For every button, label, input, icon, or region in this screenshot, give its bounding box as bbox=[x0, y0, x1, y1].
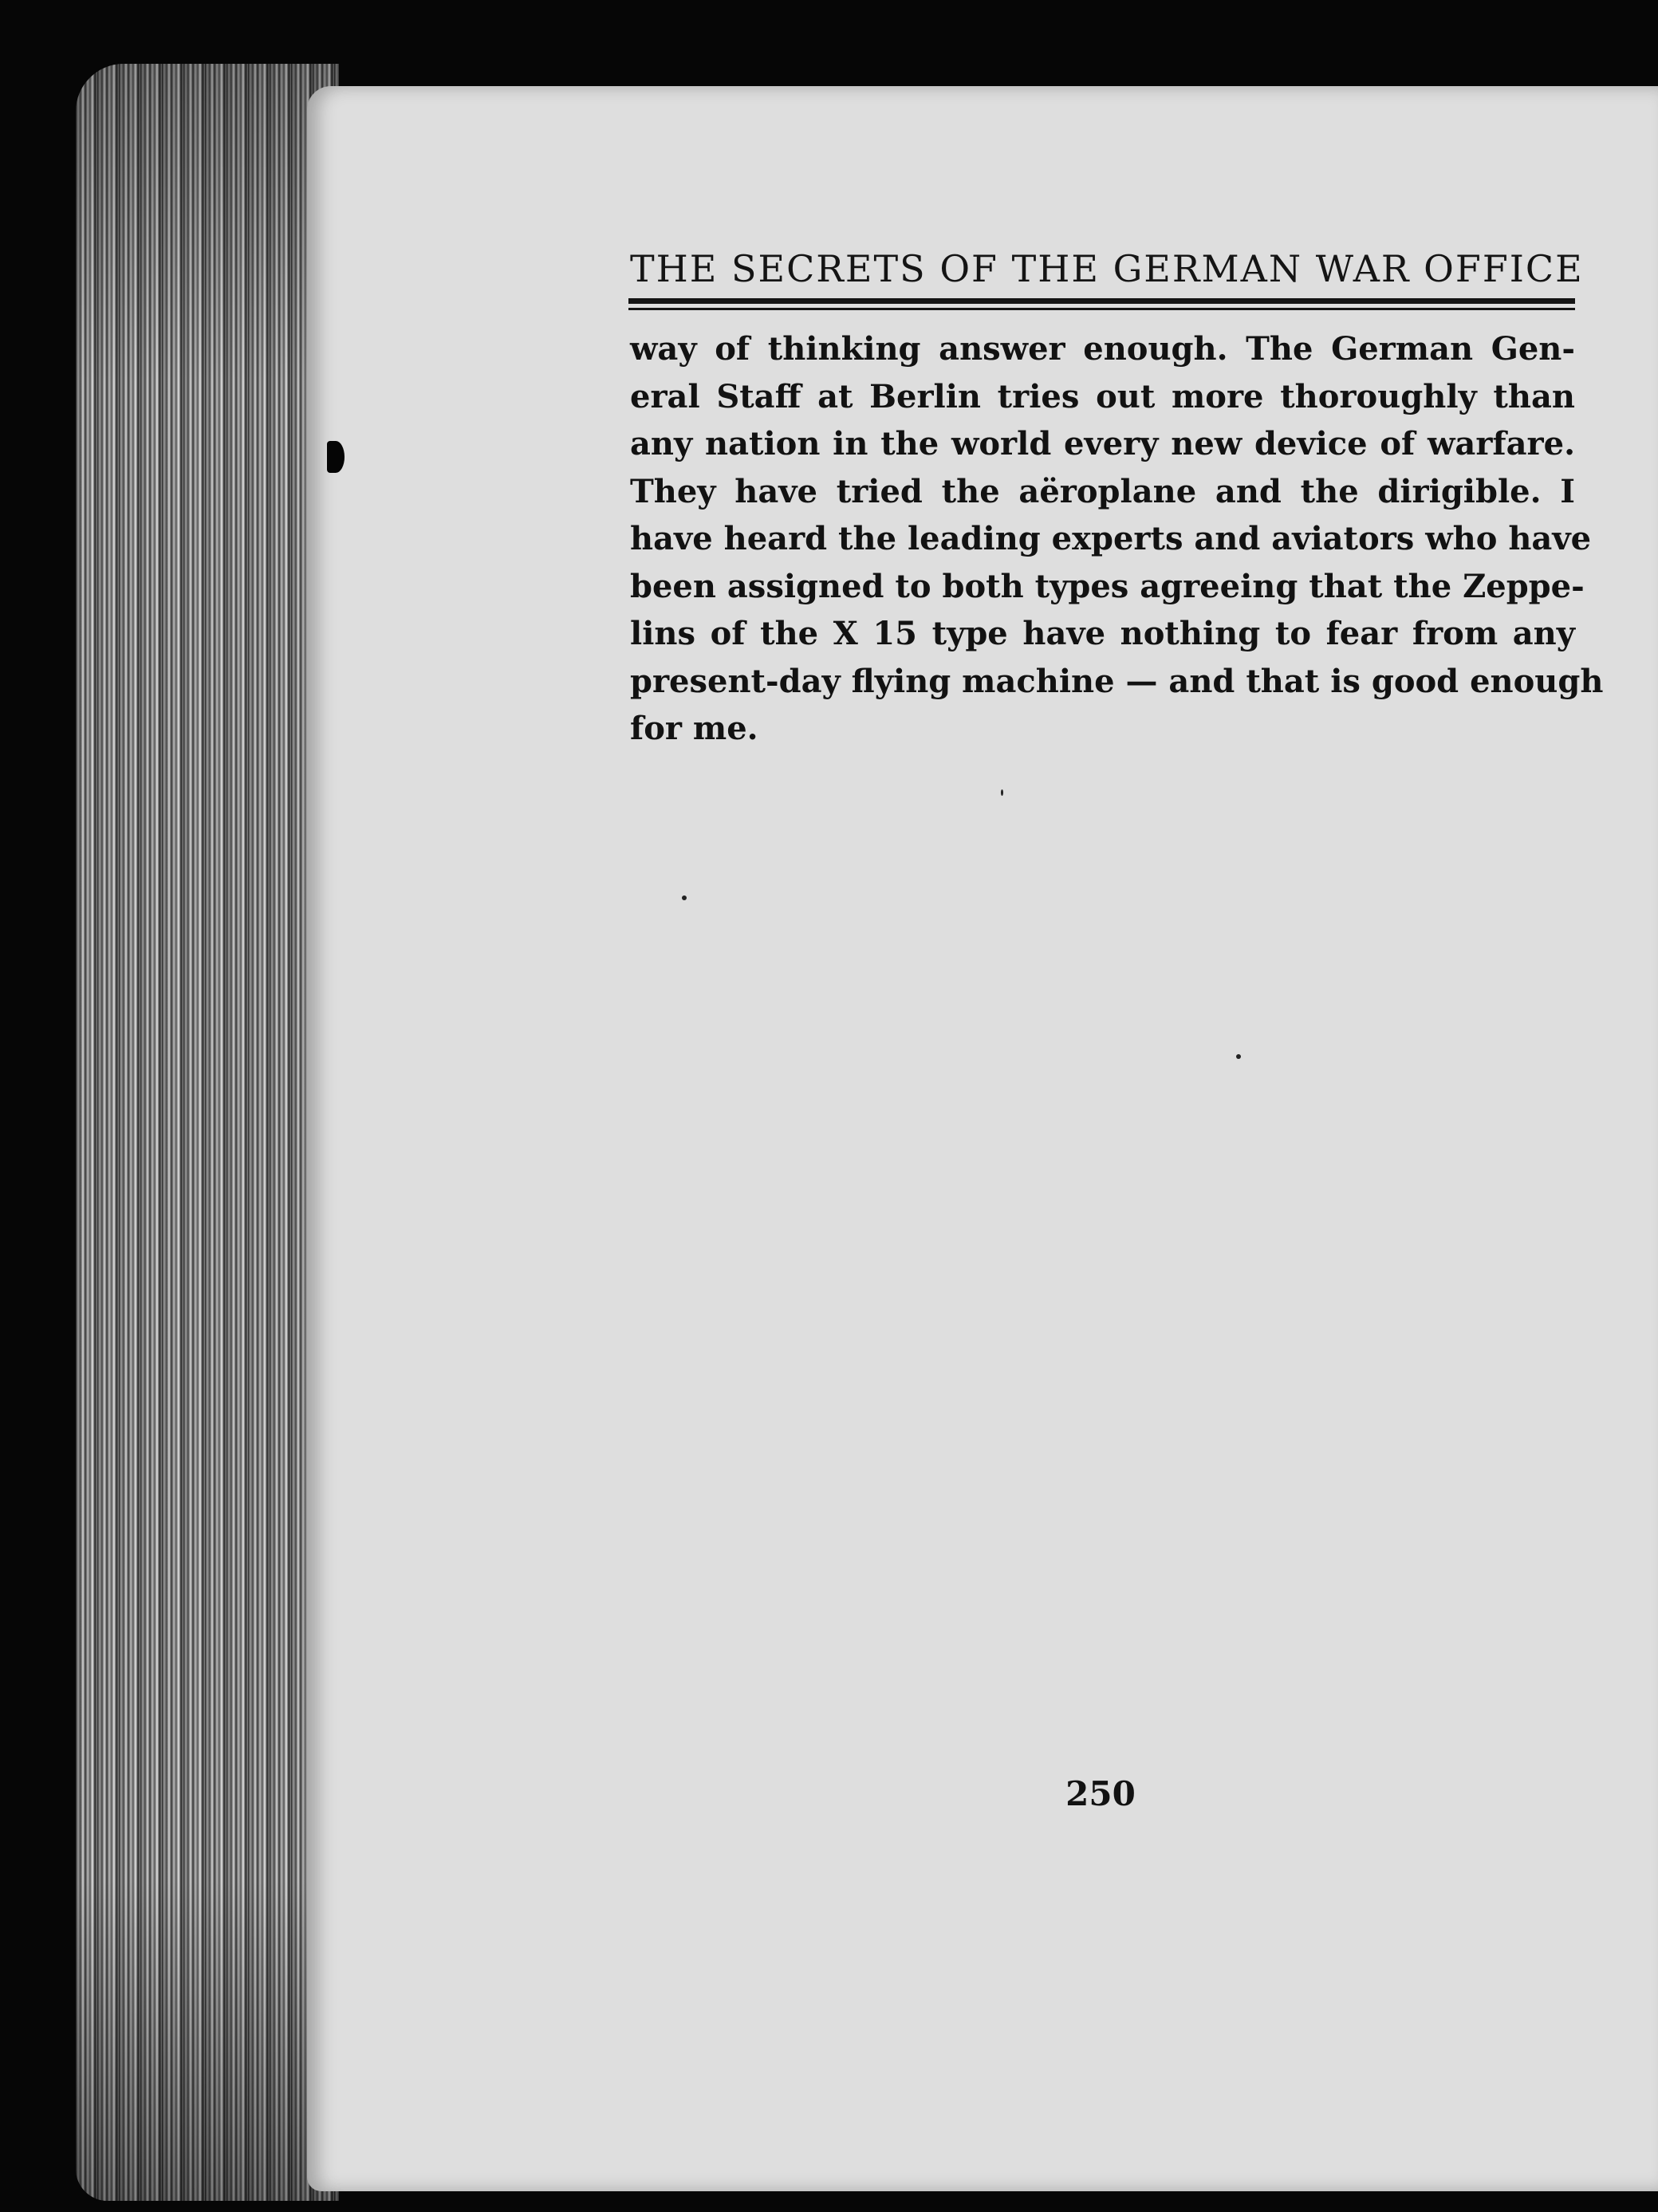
dust-speck bbox=[1001, 789, 1003, 796]
body-paragraph bbox=[630, 325, 1604, 753]
book-fore-edge bbox=[76, 64, 339, 2201]
header-rule bbox=[628, 298, 1575, 304]
text-line: for me. bbox=[630, 710, 758, 747]
binding-hole bbox=[327, 441, 345, 473]
text-line: present-day flying machine — and that is good enough bbox=[630, 662, 1604, 700]
page-number: 250 bbox=[1065, 1774, 1136, 1813]
text-line: been assigned to both types agreeing that the Zeppe- bbox=[630, 567, 1585, 605]
header-rule-thin bbox=[628, 308, 1575, 310]
dust-speck bbox=[1236, 1054, 1241, 1059]
text-line: eral Staff at Berlin tries out more thoroughly than bbox=[630, 377, 1575, 415]
text-line: way of thinking answer enough. The German Gen- bbox=[630, 330, 1575, 368]
text-line: lins of the X 15 type have nothing to fear from any bbox=[630, 615, 1575, 652]
running-head: THE SECRETS OF THE GERMAN WAR OFFICE bbox=[630, 247, 1584, 290]
text-line: any nation in the world every new device of warfare. bbox=[630, 425, 1575, 462]
dust-speck bbox=[682, 895, 687, 900]
text-line: have heard the leading experts and aviators who have bbox=[630, 520, 1592, 557]
text-line: They have tried the aëroplane and the dirigible. I bbox=[630, 472, 1575, 510]
